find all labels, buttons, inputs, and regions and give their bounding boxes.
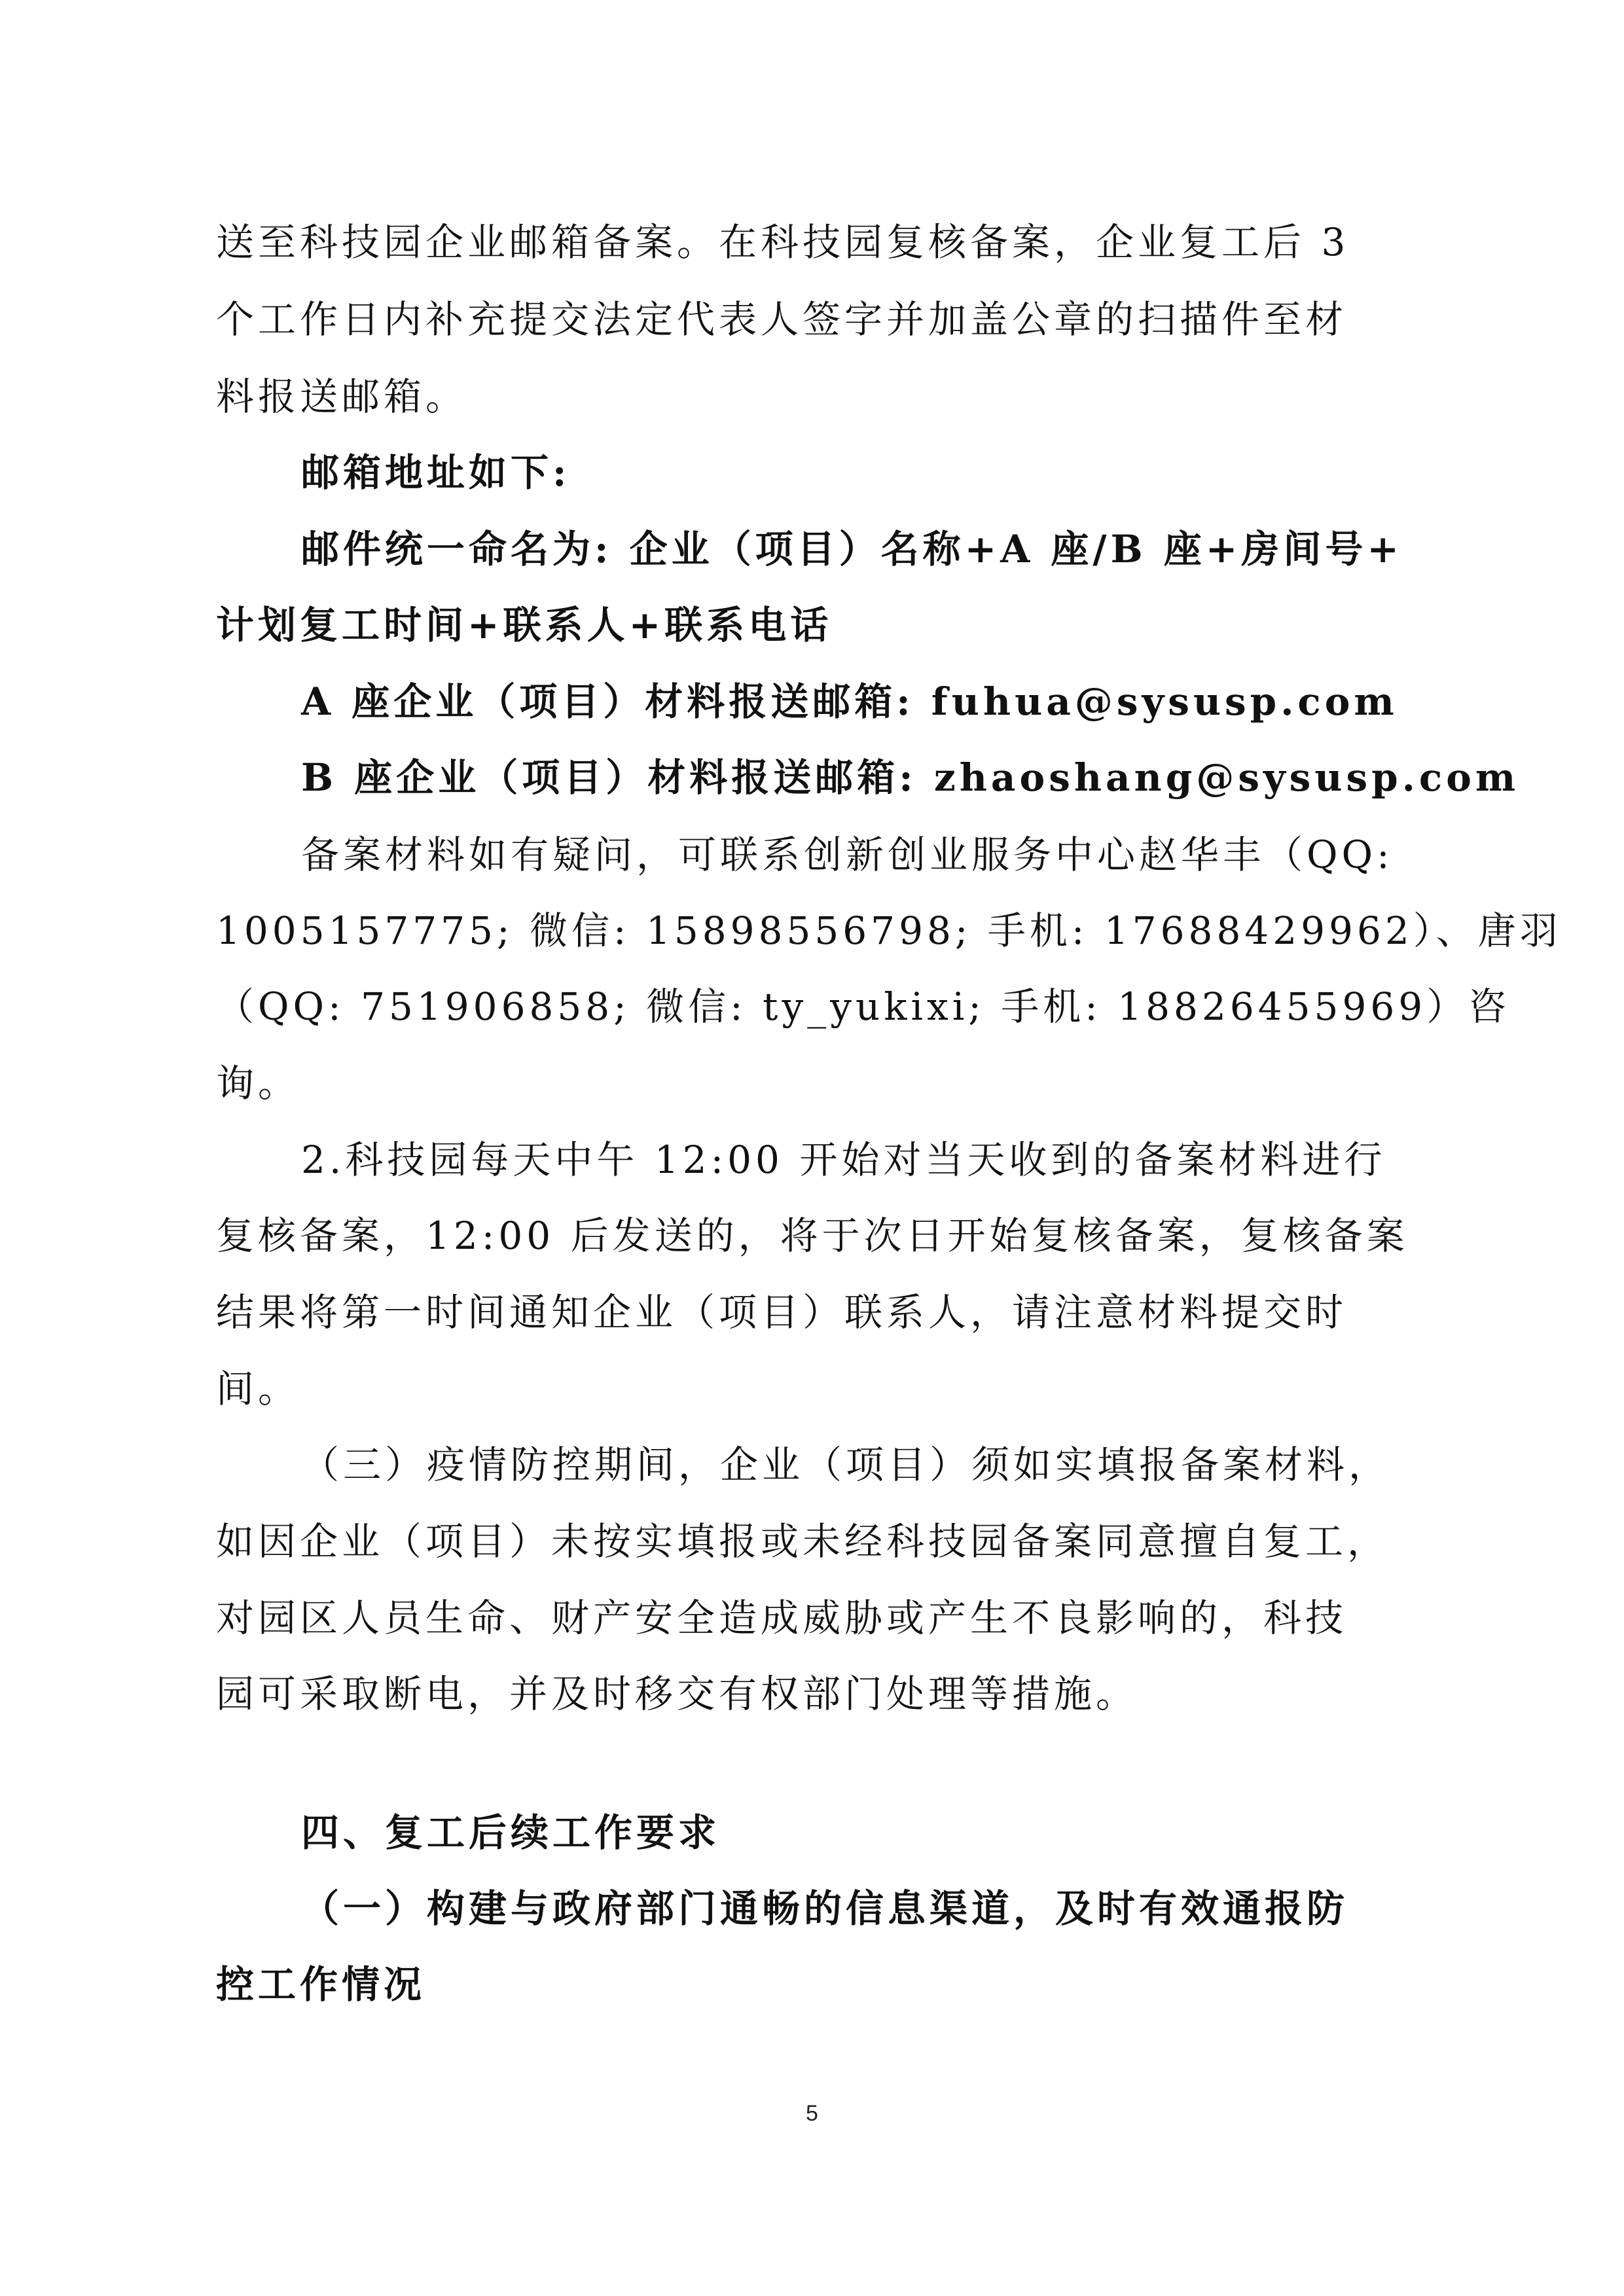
body-line-2: 个工作日内补充提交法定代表人签字并加盖公章的扫描件至材 (216, 297, 1348, 342)
contact-line-1: 备案材料如有疑问，可联系创新创业服务中心赵华丰（QQ: (301, 833, 1394, 877)
prevention-line-1: （三）疫情防控期间，企业（项目）须如实填报备案材料， (301, 1443, 1391, 1487)
body-line-3: 料报送邮箱。 (216, 374, 468, 419)
contact-line-3: （QQ: 751906858; 微信: ty_yukixi; 手机: 18826455969）咨 (216, 984, 1511, 1029)
contact-line-4: 询。 (216, 1061, 300, 1105)
body-line-1: 送至科技园企业邮箱备案。在科技园复核备案，企业复工后 3 (216, 220, 1350, 264)
contact-line-2: 1005157775; 微信: 15898556798; 手机: 17688429962）、唐羽 (216, 908, 1562, 953)
review-line-4: 间。 (216, 1367, 300, 1411)
review-line-1: 2.科技园每天中午 12:00 开始对当天收到的备案材料进行 (301, 1138, 1386, 1182)
b-seat-email: B 座企业（项目）材料报送邮箱: zhaoshang@sysusp.com (301, 755, 1520, 800)
review-line-2: 复核备案，12:00 后发送的，将于次日开始复核备案，复核备案 (216, 1213, 1409, 1258)
prevention-line-3: 对园区人员生命、财产安全造成威胁或产生不良影响的，科技 (216, 1596, 1348, 1640)
a-seat-email: A 座企业（项目）材料报送邮箱: fuhua@sysusp.com (301, 679, 1398, 724)
email-naming-rule: 邮件统一命名为: 企业（项目）名称+A 座/B 座+房间号+ (301, 527, 1403, 571)
subsection-one-heading-cont: 控工作情况 (216, 1962, 426, 2007)
email-naming-rule-cont: 计划复工时间+联系人+联系电话 (216, 603, 833, 647)
email-address-heading: 邮箱地址如下: (301, 450, 571, 495)
subsection-one-heading: （一）构建与政府部门通畅的信息渠道，及时有效通报防 (301, 1886, 1349, 1931)
review-line-3: 结果将第一时间通知企业（项目）联系人，请注意材料提交时 (216, 1290, 1348, 1335)
page-number: 5 (806, 2101, 818, 2126)
prevention-line-2: 如因企业（项目）未按实填报或未经科技园备案同意擅自复工， (216, 1519, 1390, 1564)
prevention-line-4: 园可采取断电，并及时移交有权部门处理等措施。 (216, 1672, 1138, 1716)
section-four-heading: 四、复工后续工作要求 (301, 1810, 721, 1855)
